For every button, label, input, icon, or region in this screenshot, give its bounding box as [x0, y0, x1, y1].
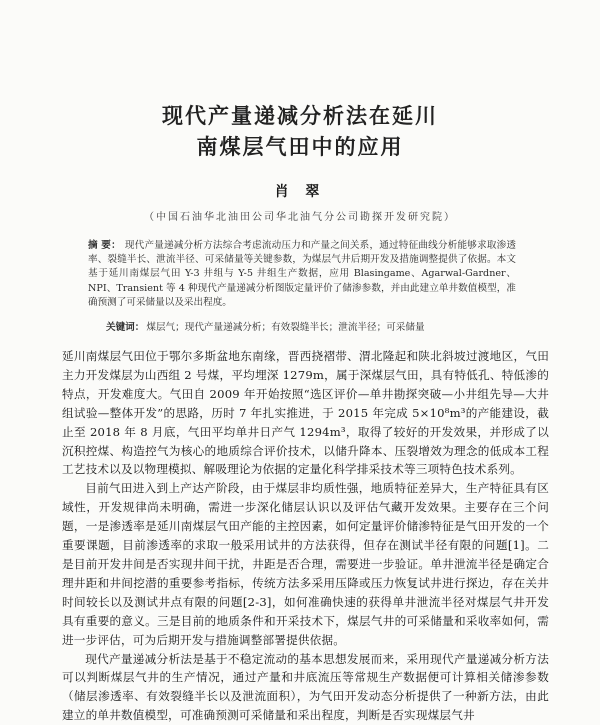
author-affiliation: （中国石油华北油田公司华北油气分公司勘探开发研究院）	[0, 208, 600, 223]
body-paragraph-2: 目前气田进入到上产达产阶段，由于煤层非均质性强，地质特征差异大，生产特征具有区域性，开发规律尚未明确，需进一步深化储层认识以及评估气藏开发效果。主要存在三个问题，一是渗透率是延川南煤层气田产能的主控因素，如何定量评价储渗特征是气田开发的一个重要课题，目前渗透率的求取一般采用试井的方法获得，但存在测试半径有限的问题[1]。二是目前开发井间是否实现井间干扰，井距是否合理，需要进一步验证。单井泄流半径是确定合理井距和井间挖潜的重要参考指标，传统方法多采用压降或压力恢复试井进行探边，存在关井时间较长以及测试井点有限的问题[2-3]，如何准确快速的获得单井泄流半径对煤层气井开发具有重要的意义。三是目前的地质条件和开采技术下，煤层气井的可采储量和采收率如何，需进一步评估，可为后期开发与措施调整部署提供依据。	[62, 479, 549, 649]
abstract-text: 现代产量递减分析方法综合考虑流动压力和产量之间关系，通过特征曲线分析能够求取渗透率、裂缝半长、泄流半径、可采储量等关键参数，为煤层气井后期开发及措施调整提供了依据。本文基于延川南煤层气田 Y-3 井组与 Y-5 井组生产数据，应用 Blasingame、Agarwal-Gardner、NPI、Transient 等 4 种现代产量递减分析图版定量评价了储渗参数，并由此建立单井数值模型，准确预测了可采储量以及采出程度。	[88, 240, 516, 308]
body-paragraph-3: 现代产量递减分析法是基于不稳定流动的基本思想发展而来，采用现代产量递减分析方法可以判断煤层气井的生产情况，通过产量和井底流压等常规生产数据便可计算相关储渗参数（储层渗透率、有效裂缝半长以及泄流面积），为气田开发动态分析提供了一种新方法，由此建立的单井数值模型，可准确预测可采储量和采出程度，判断是否实现煤层气井	[62, 650, 549, 725]
body-paragraph-1: 延川南煤层气田位于鄂尔多斯盆地东南缘，晋西挠褶带、渭北隆起和陕北斜坡过渡地区，气田主力开发煤层为山西组 2 号煤，平均埋深 1279m，属于深煤层气田，具有特低孔、特低渗的特点，开发难度大。气田自 2009 年开始按照“选区评价—单井勘探突破—小井组先导—大井组试验—整体开发”的思路，历时 7 年扎实推进，于 2015 年完成 5×10⁸m³的产能建设，截止至 2018 年 8 月底，气田平均单井日产气 1294m³，取得了较好的开发效果，并形成了以沉积控煤、构造控气为核心的地质综合评价技术，以储升降本、压裂增效为理念的低成本工程工艺技术以及以物理模拟、解吸理论为依据的定量化科学排采技术等三项特色技术系列。	[62, 347, 549, 479]
paper-title-line-2: 南煤层气田中的应用	[0, 131, 600, 161]
abstract	[88, 239, 516, 310]
abstract-label: 摘 要：	[88, 240, 121, 251]
body-text	[62, 347, 549, 725]
author-name: 肖 翠	[0, 181, 600, 201]
keywords-text: 煤层气；现代产量递减分析；有效裂缝半长；泄流半径；可采储量	[146, 322, 424, 333]
keywords-label: 关键词：	[106, 322, 144, 333]
paper-title-line-1: 现代产量递减分析法在延川	[0, 100, 600, 130]
keywords	[106, 321, 516, 335]
